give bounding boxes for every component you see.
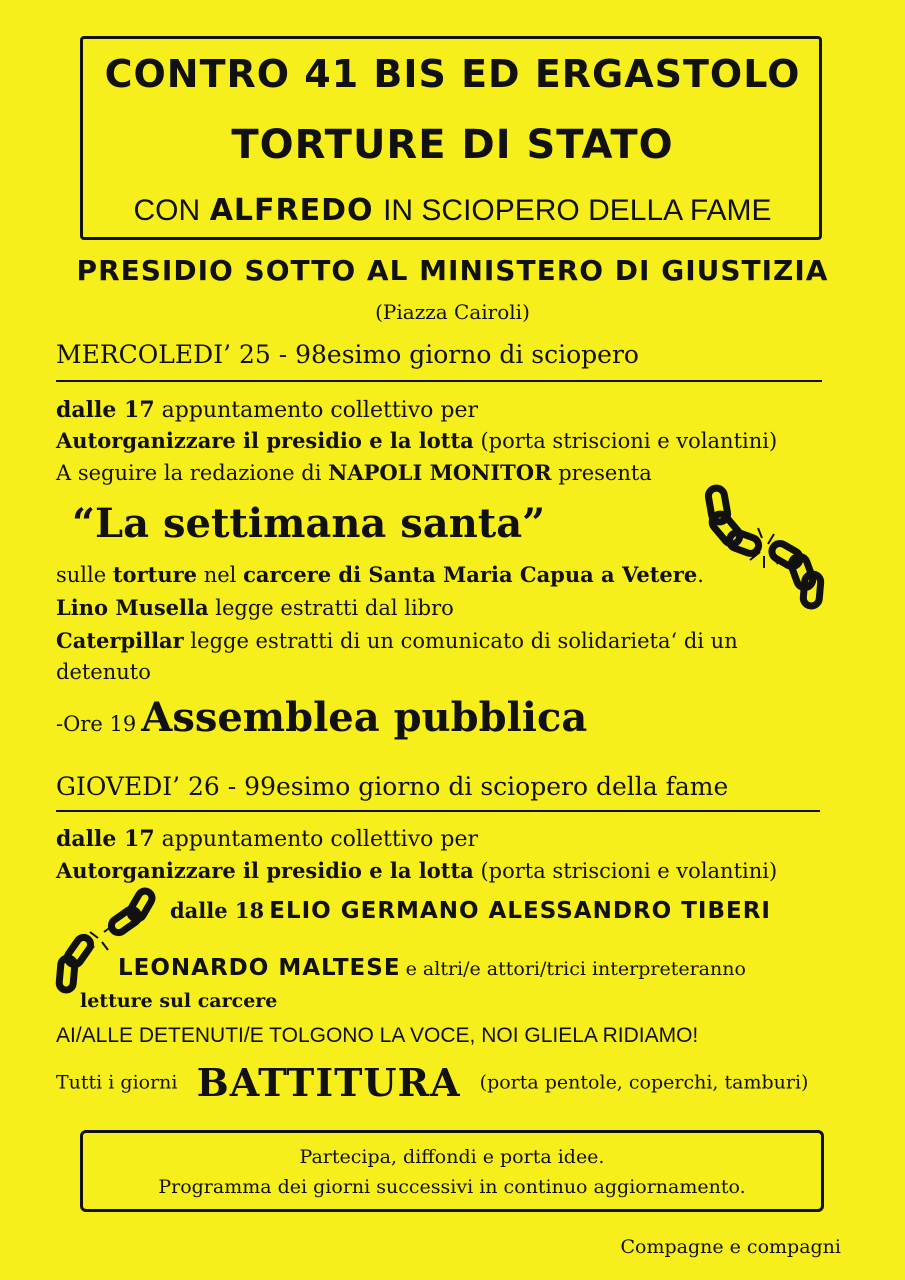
day1-line-2: [56, 428, 777, 453]
assembly-line: [56, 694, 587, 741]
day1-torture: torture: [112, 562, 198, 587]
assembly-time: -Ore 19: [56, 712, 137, 736]
battitura-line: [56, 1060, 808, 1105]
slogan: AI/ALLE DETENUTI/E TOLGONO LA VOCE, NOI GLIELA RIDIAMO!: [56, 1024, 699, 1047]
presidio-place: (Piazza Cairoli): [375, 300, 530, 324]
day1-napoli-monitor: NAPOLI MONITOR: [328, 460, 552, 485]
day1-nel: nel: [203, 563, 237, 587]
broken-chain-icon-2: [48, 886, 168, 1004]
day2-line-1: [56, 826, 478, 852]
broken-chain-icon: [700, 482, 835, 612]
battitura-post: (porta pentole, coperchi, tamburi): [479, 1071, 809, 1094]
day1-sulle: sulle: [56, 563, 107, 587]
day1-line-3: [56, 460, 652, 485]
day2-actors-1: ELIO GERMANO ALESSANDRO TIBERI: [269, 898, 771, 924]
day2-time-18: dalle 18: [170, 898, 265, 923]
footer-line-2: Programma dei giorni successivi in continuo aggiornamento.: [158, 1176, 746, 1198]
headline-line-2: TORTURE DI STATO: [231, 122, 674, 168]
headline-sciopero: IN SCIOPERO DELLA FAME: [383, 194, 772, 227]
day1-carcere: carcere di Santa Maria Capua a Vetere: [243, 562, 698, 587]
day1-period: .: [697, 563, 704, 587]
day1-presenta: presenta: [558, 461, 652, 485]
day1-autorganizzare: Autorganizzare il presidio e la lotta: [56, 428, 474, 453]
day1-line-1-text: appuntamento collettivo per: [161, 398, 478, 423]
headline-line-3: [0, 193, 905, 228]
headline-con: CON: [133, 194, 201, 227]
day2-line-3: [170, 898, 771, 924]
assembly-title: Assemblea pubblica: [141, 694, 588, 741]
book-title: “La settimana santa”: [72, 500, 546, 547]
day2-line-4: [118, 955, 746, 981]
day2-line-1-text: appuntamento collettivo per: [161, 827, 478, 852]
day2-letture: letture sul carcere: [80, 990, 278, 1012]
headline-alfredo: ALFREDO: [209, 193, 374, 228]
day1-line-5: [56, 595, 454, 620]
day1-comunicato: legge estratti di un comunicato di solidarieta‘ di un: [190, 629, 738, 653]
day1-heading: MERCOLEDI’ 25 - 98esimo giorno di sciopero: [56, 340, 639, 369]
day2-time: dalle 17: [56, 826, 155, 852]
day2-rule: [56, 810, 820, 812]
day1-line-1: [56, 397, 478, 423]
day1-rule: [56, 380, 822, 382]
day1-seguire: A seguire la redazione di: [56, 461, 322, 485]
day2-altri: e altri/e attori/trici interpreteranno: [405, 958, 746, 980]
day1-line-6: [56, 628, 738, 653]
signature: Compagne e compagni: [620, 1236, 841, 1258]
battitura-title: BATTITURA: [196, 1060, 461, 1105]
day2-autorganizzare: Autorganizzare il presidio e la lotta: [56, 858, 474, 883]
day2-porta: (porta striscioni e volantini): [480, 859, 778, 883]
footer-line-1: Partecipa, diffondi e porta idee.: [299, 1146, 605, 1168]
battitura-pre: Tutti i giorni: [56, 1071, 178, 1094]
footer-box: [80, 1130, 824, 1212]
presidio-title: PRESIDIO SOTTO AL MINISTERO DI GIUSTIZIA: [76, 254, 829, 287]
day1-caterpillar: Caterpillar: [56, 628, 184, 653]
day1-line-4: [56, 562, 704, 587]
day1-legge-libro: legge estratti dal libro: [215, 596, 454, 620]
day1-time: dalle 17: [56, 397, 155, 423]
day2-line-2: [56, 858, 777, 883]
day2-leonardo-maltese: LEONARDO MALTESE: [118, 955, 401, 981]
day1-lino-musella: Lino Musella: [56, 595, 209, 620]
headline-line-1: CONTRO 41 BIS ED ERGASTOLO: [104, 52, 801, 96]
day1-porta: (porta striscioni e volantini): [480, 429, 778, 453]
day1-detenuto: detenuto: [56, 660, 151, 684]
day2-heading: GIOVEDI’ 26 - 99esimo giorno di sciopero della fame: [56, 772, 729, 801]
